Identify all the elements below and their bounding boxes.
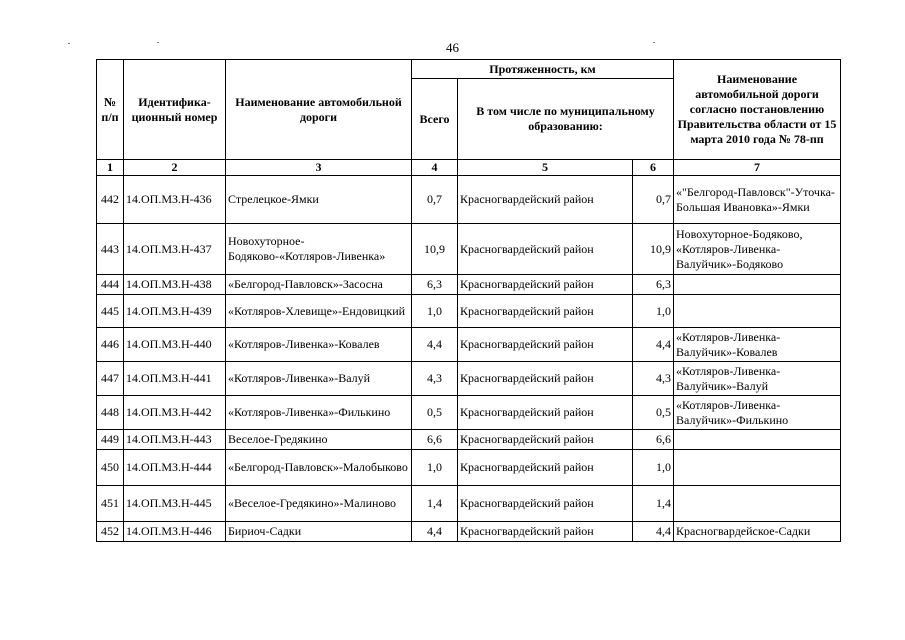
cell-id-number: 14.ОП.МЗ.Н-445 xyxy=(124,486,226,522)
column-number: 4 xyxy=(412,160,458,176)
cell-district: Красногвардейский район xyxy=(458,396,633,430)
header-length-group: Протяженность, км xyxy=(412,60,674,79)
cell-old-road-name: «Котляров-Ливенка-Валуйчик»-Филькино xyxy=(674,396,841,430)
cell-row-number: 450 xyxy=(97,450,124,486)
table-row xyxy=(97,275,841,295)
cell-part-km: 4,4 xyxy=(633,522,674,542)
cell-row-number: 445 xyxy=(97,295,124,328)
table-header xyxy=(97,60,841,176)
cell-id-number: 14.ОП.МЗ.Н-439 xyxy=(124,295,226,328)
cell-id-number: 14.ОП.МЗ.Н-438 xyxy=(124,275,226,295)
cell-old-road-name: Новохуторное-Бодяково, «Котляров-Ливенка-Валуйчик»-Бодяково xyxy=(674,224,841,275)
cell-road-name: Бириоч-Садки xyxy=(226,522,412,542)
cell-road-name: «Котляров-Ливенка»-Ковалев xyxy=(226,328,412,362)
column-number: 5 xyxy=(458,160,633,176)
column-number: 6 xyxy=(633,160,674,176)
cell-road-name: Веселое-Гредякино xyxy=(226,430,412,450)
cell-district: Красногвардейский район xyxy=(458,295,633,328)
cell-district: Красногвардейский район xyxy=(458,362,633,396)
header-row-number: № п/п xyxy=(97,60,124,160)
cell-total-km: 4,3 xyxy=(412,362,458,396)
cell-road-name: «Белгород-Павловск»-Малобыково xyxy=(226,450,412,486)
cell-old-road-name: «Котляров-Ливенка-Валуйчик»-Ковалев xyxy=(674,328,841,362)
cell-district: Красногвардейский район xyxy=(458,486,633,522)
table-row xyxy=(97,430,841,450)
cell-road-name: «Котляров-Ливенка»-Валуй xyxy=(226,362,412,396)
cell-row-number: 442 xyxy=(97,176,124,224)
cell-row-number: 447 xyxy=(97,362,124,396)
cell-row-number: 448 xyxy=(97,396,124,430)
cell-id-number: 14.ОП.МЗ.Н-442 xyxy=(124,396,226,430)
cell-total-km: 1,0 xyxy=(412,450,458,486)
cell-old-road-name: Красногвардейское-Садки xyxy=(674,522,841,542)
column-number: 3 xyxy=(226,160,412,176)
cell-row-number: 451 xyxy=(97,486,124,522)
cell-district: Красногвардейский район xyxy=(458,176,633,224)
cell-total-km: 10,9 xyxy=(412,224,458,275)
cell-road-name: Стрелецкое-Ямки xyxy=(226,176,412,224)
cell-part-km: 0,5 xyxy=(633,396,674,430)
cell-district: Красногвардейский район xyxy=(458,224,633,275)
cell-total-km: 0,7 xyxy=(412,176,458,224)
table-row xyxy=(97,450,841,486)
cell-row-number: 446 xyxy=(97,328,124,362)
cell-total-km: 0,5 xyxy=(412,396,458,430)
cell-old-road-name xyxy=(674,430,841,450)
table-row xyxy=(97,295,841,328)
cell-id-number: 14.ОП.МЗ.Н-436 xyxy=(124,176,226,224)
cell-id-number: 14.ОП.МЗ.Н-444 xyxy=(124,450,226,486)
table-row xyxy=(97,176,841,224)
header-road-name: Наименование автомобильной дороги xyxy=(226,60,412,160)
cell-old-road-name: «"Белгород-Павловск"-Уточка-Большая Ивановка»-Ямки xyxy=(674,176,841,224)
cell-old-road-name: «Котляров-Ливенка-Валуйчик»-Валуй xyxy=(674,362,841,396)
header-id-number: Идентифика-ционный номер xyxy=(124,60,226,160)
cell-road-name: «Котляров-Ливенка»-Филькино xyxy=(226,396,412,430)
cell-district: Красногвардейский район xyxy=(458,275,633,295)
cell-district: Красногвардейский район xyxy=(458,430,633,450)
column-number: 7 xyxy=(674,160,841,176)
table-row xyxy=(97,224,841,275)
cell-total-km: 1,0 xyxy=(412,295,458,328)
cell-part-km: 6,3 xyxy=(633,275,674,295)
table-row xyxy=(97,328,841,362)
cell-part-km: 6,6 xyxy=(633,430,674,450)
cell-old-road-name xyxy=(674,486,841,522)
cell-part-km: 1,0 xyxy=(633,295,674,328)
header-old-road-name: Наименование автомобильной дороги согласно постановлению Правительства области от 15 марта 2010 года № 78-пп xyxy=(674,60,841,160)
table-row xyxy=(97,396,841,430)
cell-id-number: 14.ОП.МЗ.Н-441 xyxy=(124,362,226,396)
cell-total-km: 1,4 xyxy=(412,486,458,522)
cell-old-road-name xyxy=(674,295,841,328)
cell-total-km: 6,6 xyxy=(412,430,458,450)
cell-row-number: 449 xyxy=(97,430,124,450)
roads-register-table xyxy=(96,59,841,542)
cell-part-km: 4,3 xyxy=(633,362,674,396)
column-number-row xyxy=(97,160,841,176)
cell-part-km: 1,4 xyxy=(633,486,674,522)
cell-old-road-name xyxy=(674,275,841,295)
cell-district: Красногвардейский район xyxy=(458,328,633,362)
column-number: 2 xyxy=(124,160,226,176)
cell-old-road-name xyxy=(674,450,841,486)
cell-part-km: 1,0 xyxy=(633,450,674,486)
cell-district: Красногвардейский район xyxy=(458,450,633,486)
table-row xyxy=(97,362,841,396)
cell-total-km: 6,3 xyxy=(412,275,458,295)
cell-row-number: 452 xyxy=(97,522,124,542)
cell-total-km: 4,4 xyxy=(412,328,458,362)
cell-id-number: 14.ОП.МЗ.Н-440 xyxy=(124,328,226,362)
cell-district: Красногвардейский район xyxy=(458,522,633,542)
page-number: 46 xyxy=(446,40,459,55)
header-total: Всего xyxy=(412,79,458,160)
cell-id-number: 14.ОП.МЗ.Н-437 xyxy=(124,224,226,275)
cell-part-km: 4,4 xyxy=(633,328,674,362)
cell-road-name: «Веселое-Гредякино»-Малиново xyxy=(226,486,412,522)
cell-row-number: 443 xyxy=(97,224,124,275)
cell-road-name: «Белгород-Павловск»-Засосна xyxy=(226,275,412,295)
cell-part-km: 10,9 xyxy=(633,224,674,275)
cell-road-name: «Котляров-Хлевище»-Ендовицкий xyxy=(226,295,412,328)
cell-row-number: 444 xyxy=(97,275,124,295)
cell-id-number: 14.ОП.МЗ.Н-443 xyxy=(124,430,226,450)
table-row xyxy=(97,486,841,522)
cell-part-km: 0,7 xyxy=(633,176,674,224)
cell-id-number: 14.ОП.МЗ.Н-446 xyxy=(124,522,226,542)
header-by-municipality: В том числе по муниципальному образованию: xyxy=(458,79,674,160)
table-row xyxy=(97,522,841,542)
column-number: 1 xyxy=(97,160,124,176)
cell-road-name: Новохуторное-Бодяково-«Котляров-Ливенка» xyxy=(226,224,412,275)
cell-total-km: 4,4 xyxy=(412,522,458,542)
